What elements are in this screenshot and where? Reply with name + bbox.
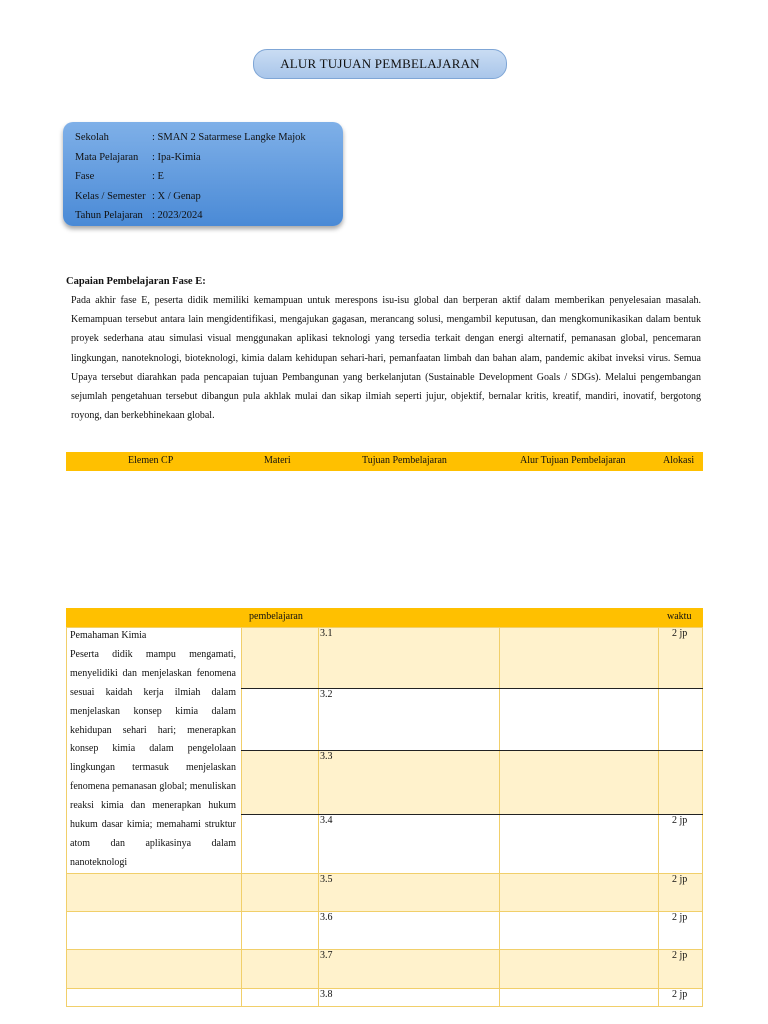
info-value: : SMAN 2 Satarmese Langke Majok	[152, 132, 306, 144]
col-divider	[241, 873, 242, 1007]
alokasi-waktu: 2 jp	[672, 912, 688, 923]
tp-number: 3.8	[320, 989, 333, 1000]
col-divider	[658, 627, 659, 1007]
info-key: Tahun Pelajaran	[75, 210, 143, 222]
header-elemen-cp: Elemen CP	[128, 455, 174, 466]
elemen-title: Pemahaman Kimia	[70, 630, 147, 641]
tp-number: 3.2	[320, 689, 333, 700]
page-title: ALUR TUJUAN PEMBELAJARAN	[253, 49, 507, 79]
info-row-school	[63, 128, 343, 148]
col-divider	[318, 627, 319, 1007]
info-key: Fase	[75, 171, 95, 183]
header-tujuan: Tujuan Pembelajaran	[362, 455, 447, 466]
info-row-subject	[63, 148, 343, 168]
header-alur: Alur Tujuan Pembelajaran	[520, 455, 626, 466]
row-divider	[66, 949, 703, 950]
row-divider	[241, 750, 703, 751]
info-row-year	[63, 206, 343, 226]
alokasi-waktu: 2 jp	[672, 950, 688, 961]
info-key: Mata Pelajaran	[75, 151, 139, 163]
header-materi: Materi	[264, 455, 291, 466]
header-pembelajaran: pembelajaran	[249, 611, 303, 622]
tp-number: 3.4	[320, 815, 333, 826]
alokasi-waktu: 2 jp	[672, 815, 688, 826]
tp-number: 3.6	[320, 912, 333, 923]
info-key: Sekolah	[75, 132, 109, 144]
row-divider	[241, 688, 703, 689]
alokasi-waktu: 2 jp	[672, 989, 688, 1000]
header-waktu: waktu	[667, 611, 692, 622]
tp-number: 3.3	[320, 751, 333, 762]
atp-table	[66, 627, 703, 1007]
info-value: : 2023/2024	[152, 210, 203, 222]
col-divider	[499, 627, 500, 1007]
elemen-cp-cell	[70, 627, 236, 873]
header-alokasi: Alokasi	[663, 455, 695, 466]
table-header	[66, 452, 703, 471]
cp-paragraph: Pada akhir fase E, peserta didik memiliki kemampuan untuk merespons isu-isu global dan berperan aktif dalam memberikan penyelesaian masalah. Kemampuan tersebut antara lain mengidentifikasi, mengajukan gagasan, merancang solusi, mengambil keputusan, dan mengkomunikasikan dalam bentuk proyek sederhana atau simulasi visual menggunakan aplikasi teknologi yang tersedia terkait dengan energi alternatif, pemanasan global, pencemaran lingkungan, nanoteknologi, bioteknologi, kimia dalam kehidupan sehari-hari, pemanfaatan limbah dan bahan alam, pandemic akibat inveksi virus. Semua Upaya tersebut diarahkan pada pencapaian tujuan Pembangunan yang berkelanjutan (Sustainable Development Goals / SDGs). Melalui pengembangan sejumlah pengetahuan tersebut dibangun pula akhlak mulai dan sikap ilmiah seperti jujur, objektif, bernalar kritis, kreatif, mandiri, inovatif, bergotong royong, dan berkebhinekaan global.	[71, 295, 701, 422]
info-key: Kelas / Semester	[75, 190, 146, 202]
elemen-description: Peserta didik mampu mengamati, menyelidiki dan menjelaskan fenomena sesuai kaidah kerja ilmiah dalam menjelaskan konsep kimia dalam kehidupan sehari hari; menerapkan konsep kimia dalam pengelolaan lingkungan termasuk menjelaskan fenomena pemanasan global; menuliskan reaksi kimia dan menerapkan hukum hukum dasar kimia; memahami struktur atom dan aplikasinya dalam nanoteknologi	[70, 648, 236, 868]
row-divider	[66, 988, 703, 989]
tp-number: 3.5	[320, 874, 333, 885]
alokasi-waktu: 2 jp	[672, 874, 688, 885]
row-divider	[66, 911, 703, 912]
alokasi-waktu: 2 jp	[672, 628, 688, 639]
cp-heading: Capaian Pembelajaran Fase E:	[66, 276, 206, 287]
info-row-phase	[63, 167, 343, 187]
info-value: : Ipa-Kimia	[152, 151, 201, 163]
school-info-box	[63, 122, 343, 226]
info-row-class	[63, 187, 343, 207]
info-value: : E	[152, 171, 164, 183]
info-value: : X / Genap	[152, 190, 201, 202]
table-header-continued	[66, 608, 703, 627]
tp-number: 3.7	[320, 950, 333, 961]
row-divider	[66, 873, 703, 874]
row-divider	[241, 814, 703, 815]
tp-number: 3.1	[320, 628, 333, 639]
